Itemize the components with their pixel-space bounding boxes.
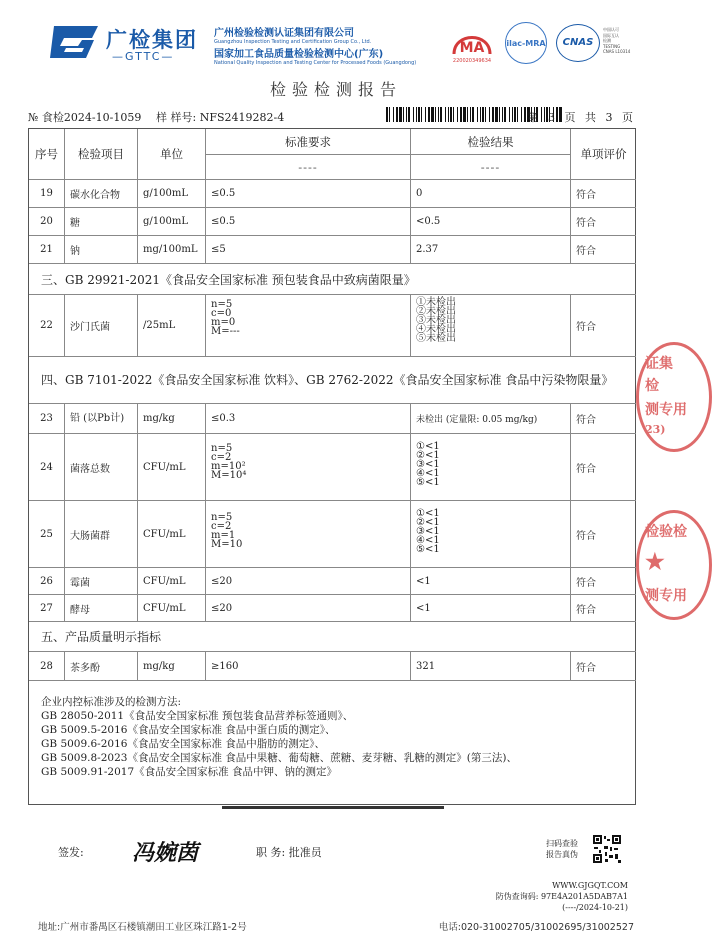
- col-header-standard: 标准要求: [206, 129, 411, 155]
- row-24-item: 菌落总数: [65, 434, 138, 501]
- row-27-standard: ≤20: [206, 595, 411, 622]
- cnas-text: 中国认可 国际互认 检测 TESTING CNAS L10314: [603, 27, 631, 54]
- row-24-standard: n=5 c=2 m=10² M=10⁴: [206, 434, 411, 501]
- ilac-mra-icon: ilac-MRA: [505, 22, 547, 64]
- cnas-icon: CNAS: [556, 24, 600, 62]
- brand-name-en: —GTTC—: [112, 50, 175, 63]
- row-23-seq: 23: [29, 404, 65, 434]
- row-20-item: 糖: [65, 208, 138, 236]
- svg-text:冯婉茵: 冯婉茵: [132, 840, 199, 866]
- signature-row: [58, 838, 618, 878]
- row-22-item: 沙门氏菌: [65, 295, 138, 357]
- row-24-unit: CFU/mL: [138, 434, 206, 501]
- divider: [222, 806, 444, 809]
- row-27-eval: 符合: [571, 595, 636, 622]
- ma-number: 220020349634: [452, 58, 492, 64]
- results-table: [28, 128, 636, 805]
- col-header-result-dash: ----: [411, 155, 571, 180]
- section-5-title: 五、产品质量明示指标: [29, 622, 636, 652]
- org-name-cn-1: 广州检验检测认证集团有限公司: [214, 28, 354, 39]
- org-name-cn-2: 国家加工食品质量检验检测中心(广东): [214, 49, 384, 60]
- page-indicator: 第 3 页 共 3 页: [527, 111, 636, 124]
- row-25-unit: CFU/mL: [138, 501, 206, 568]
- footer-info: [428, 880, 628, 913]
- row-20-result: <0.5: [411, 208, 571, 236]
- row-27-unit: CFU/mL: [138, 595, 206, 622]
- row-19-item: 碳水化合物: [65, 180, 138, 208]
- row-21-seq: 21: [29, 236, 65, 264]
- row-24-result: ①<1 ②<1 ③<1 ④<1 ⑤<1: [411, 434, 571, 501]
- report-header: [48, 20, 638, 68]
- qr-code-icon[interactable]: [592, 834, 622, 864]
- row-22-unit: /25mL: [138, 295, 206, 357]
- row-23-standard: ≤0.3: [206, 404, 411, 434]
- duty-label: 职 务: 批准员: [256, 846, 322, 859]
- col-header-item: 检验项目: [65, 129, 138, 180]
- notes-line: GB 5009.91-2017《食品安全国家标准 食品中钾、钠的测定》: [41, 766, 337, 778]
- row-28-result: 321: [411, 652, 571, 681]
- seal-stamp-upper: 证集 检 测专用 23): [636, 342, 712, 452]
- report-meta: [28, 107, 636, 125]
- anti-fake-code: 防伪查询码: 97E4A201A5DAB7A1: [495, 892, 628, 901]
- row-26-unit: CFU/mL: [138, 568, 206, 595]
- row-22-seq: 22: [29, 295, 65, 357]
- row-27-result: <1: [411, 595, 571, 622]
- row-26-item: 霉菌: [65, 568, 138, 595]
- seal-stamp-lower: 检验检 ★ 测专用: [636, 510, 712, 620]
- row-22-result: ①未检出 ②未检出 ③未检出 ④未检出 ⑤未检出: [411, 295, 571, 357]
- report-title: 检验检测报告: [269, 80, 402, 99]
- signature: [128, 834, 218, 870]
- row-19-result: 0: [411, 180, 571, 208]
- org-name-en-1: Guangzhou Inspection Testing and Certification Group Co., Ltd.: [214, 39, 372, 45]
- report-number: № 食检2024-10-1059: [28, 111, 142, 124]
- qr-caption: 扫码查验 报告真伪: [546, 839, 578, 859]
- row-23-result: 未检出 (定量限: 0.05 mg/kg): [411, 404, 571, 434]
- col-header-unit: 单位: [138, 129, 206, 180]
- row-28-eval: 符合: [571, 652, 636, 681]
- sign-label: 签发:: [58, 846, 84, 859]
- row-25-result: ①<1 ②<1 ③<1 ④<1 ⑤<1: [411, 501, 571, 568]
- col-header-seq: 序号: [29, 129, 65, 180]
- row-23-item: 铅 (以Pb计): [65, 404, 138, 434]
- col-header-standard-dash: ----: [206, 155, 411, 180]
- address: 地址:广州市番禺区石楼镇潮田工业区珠江路1-2号: [38, 922, 247, 933]
- row-20-standard: ≤0.5: [206, 208, 411, 236]
- row-19-unit: g/100mL: [138, 180, 206, 208]
- notes-line: GB 5009.6-2016《食品安全国家标准 食品中脂肪的测定》、: [41, 738, 326, 750]
- gttc-logo-icon: [48, 22, 100, 62]
- row-23-unit: mg/kg: [138, 404, 206, 434]
- cma-mark-icon: [450, 24, 494, 64]
- row-23-eval: 符合: [571, 404, 636, 434]
- notes-line: 企业内控标准涉及的检测方法:: [41, 696, 182, 708]
- row-28-item: 茶多酚: [65, 652, 138, 681]
- row-25-seq: 25: [29, 501, 65, 568]
- col-header-result: 检验结果: [411, 129, 571, 155]
- row-24-seq: 24: [29, 434, 65, 501]
- phone: 电话:020-31002705/31002695/31002527: [438, 922, 634, 933]
- row-20-eval: 符合: [571, 208, 636, 236]
- row-21-eval: 符合: [571, 236, 636, 264]
- row-22-standard: n=5 c=0 m=0 M=---: [206, 295, 411, 357]
- row-26-eval: 符合: [571, 568, 636, 595]
- row-28-unit: mg/kg: [138, 652, 206, 681]
- row-27-item: 酵母: [65, 595, 138, 622]
- row-26-standard: ≤20: [206, 568, 411, 595]
- row-25-item: 大肠菌群: [65, 501, 138, 568]
- row-19-seq: 19: [29, 180, 65, 208]
- row-21-unit: mg/100mL: [138, 236, 206, 264]
- row-19-standard: ≤0.5: [206, 180, 411, 208]
- row-24-eval: 符合: [571, 434, 636, 501]
- org-name-en-2: National Quality Inspection and Testing Center for Processed Foods (Guangdong): [214, 60, 417, 66]
- row-21-item: 钠: [65, 236, 138, 264]
- notes-line: GB 5009.8-2023《食品安全国家标准 食品中果糖、葡萄糖、蔗糖、麦芽糖、乳糖的测定》(第三法)、: [41, 752, 517, 764]
- sample-number: 样 样号: NFS2419282-4: [156, 111, 285, 124]
- row-25-standard: n=5 c=2 m=1 M=10: [206, 501, 411, 568]
- notes-line: GB 5009.5-2016《食品安全国家标准 食品中蛋白质的测定》、: [41, 724, 336, 736]
- row-28-standard: ≥160: [206, 652, 411, 681]
- methods-notes: [29, 689, 636, 785]
- report-date: (----/2024-10-21): [562, 903, 628, 912]
- section-3-title: 三、GB 29921-2021《食品安全国家标准 预包装食品中致病菌限量》: [29, 264, 636, 295]
- ma-label: MA: [459, 40, 485, 56]
- notes-line: GB 28050-2011《食品安全国家标准 预包装食品营养标签通则》、: [41, 710, 354, 722]
- organization-names: [214, 24, 417, 66]
- row-20-unit: g/100mL: [138, 208, 206, 236]
- row-25-eval: 符合: [571, 501, 636, 568]
- row-26-result: <1: [411, 568, 571, 595]
- website[interactable]: WWW.GJGQT.COM: [552, 881, 628, 890]
- accreditation-marks: [450, 20, 640, 68]
- row-21-standard: ≤5: [206, 236, 411, 264]
- row-28-seq: 28: [29, 652, 65, 681]
- section-4-title: 四、GB 7101-2022《食品安全国家标准 饮料》、GB 2762-2022《食品安全国家标准 食品中污染物限量》: [29, 357, 636, 404]
- row-27-seq: 27: [29, 595, 65, 622]
- col-header-eval: 单项评价: [571, 129, 636, 180]
- row-21-result: 2.37: [411, 236, 571, 264]
- row-22-eval: 符合: [571, 295, 636, 357]
- row-26-seq: 26: [29, 568, 65, 595]
- brand-name-cn: 广检集团: [106, 28, 198, 52]
- row-20-seq: 20: [29, 208, 65, 236]
- row-19-eval: 符合: [571, 180, 636, 208]
